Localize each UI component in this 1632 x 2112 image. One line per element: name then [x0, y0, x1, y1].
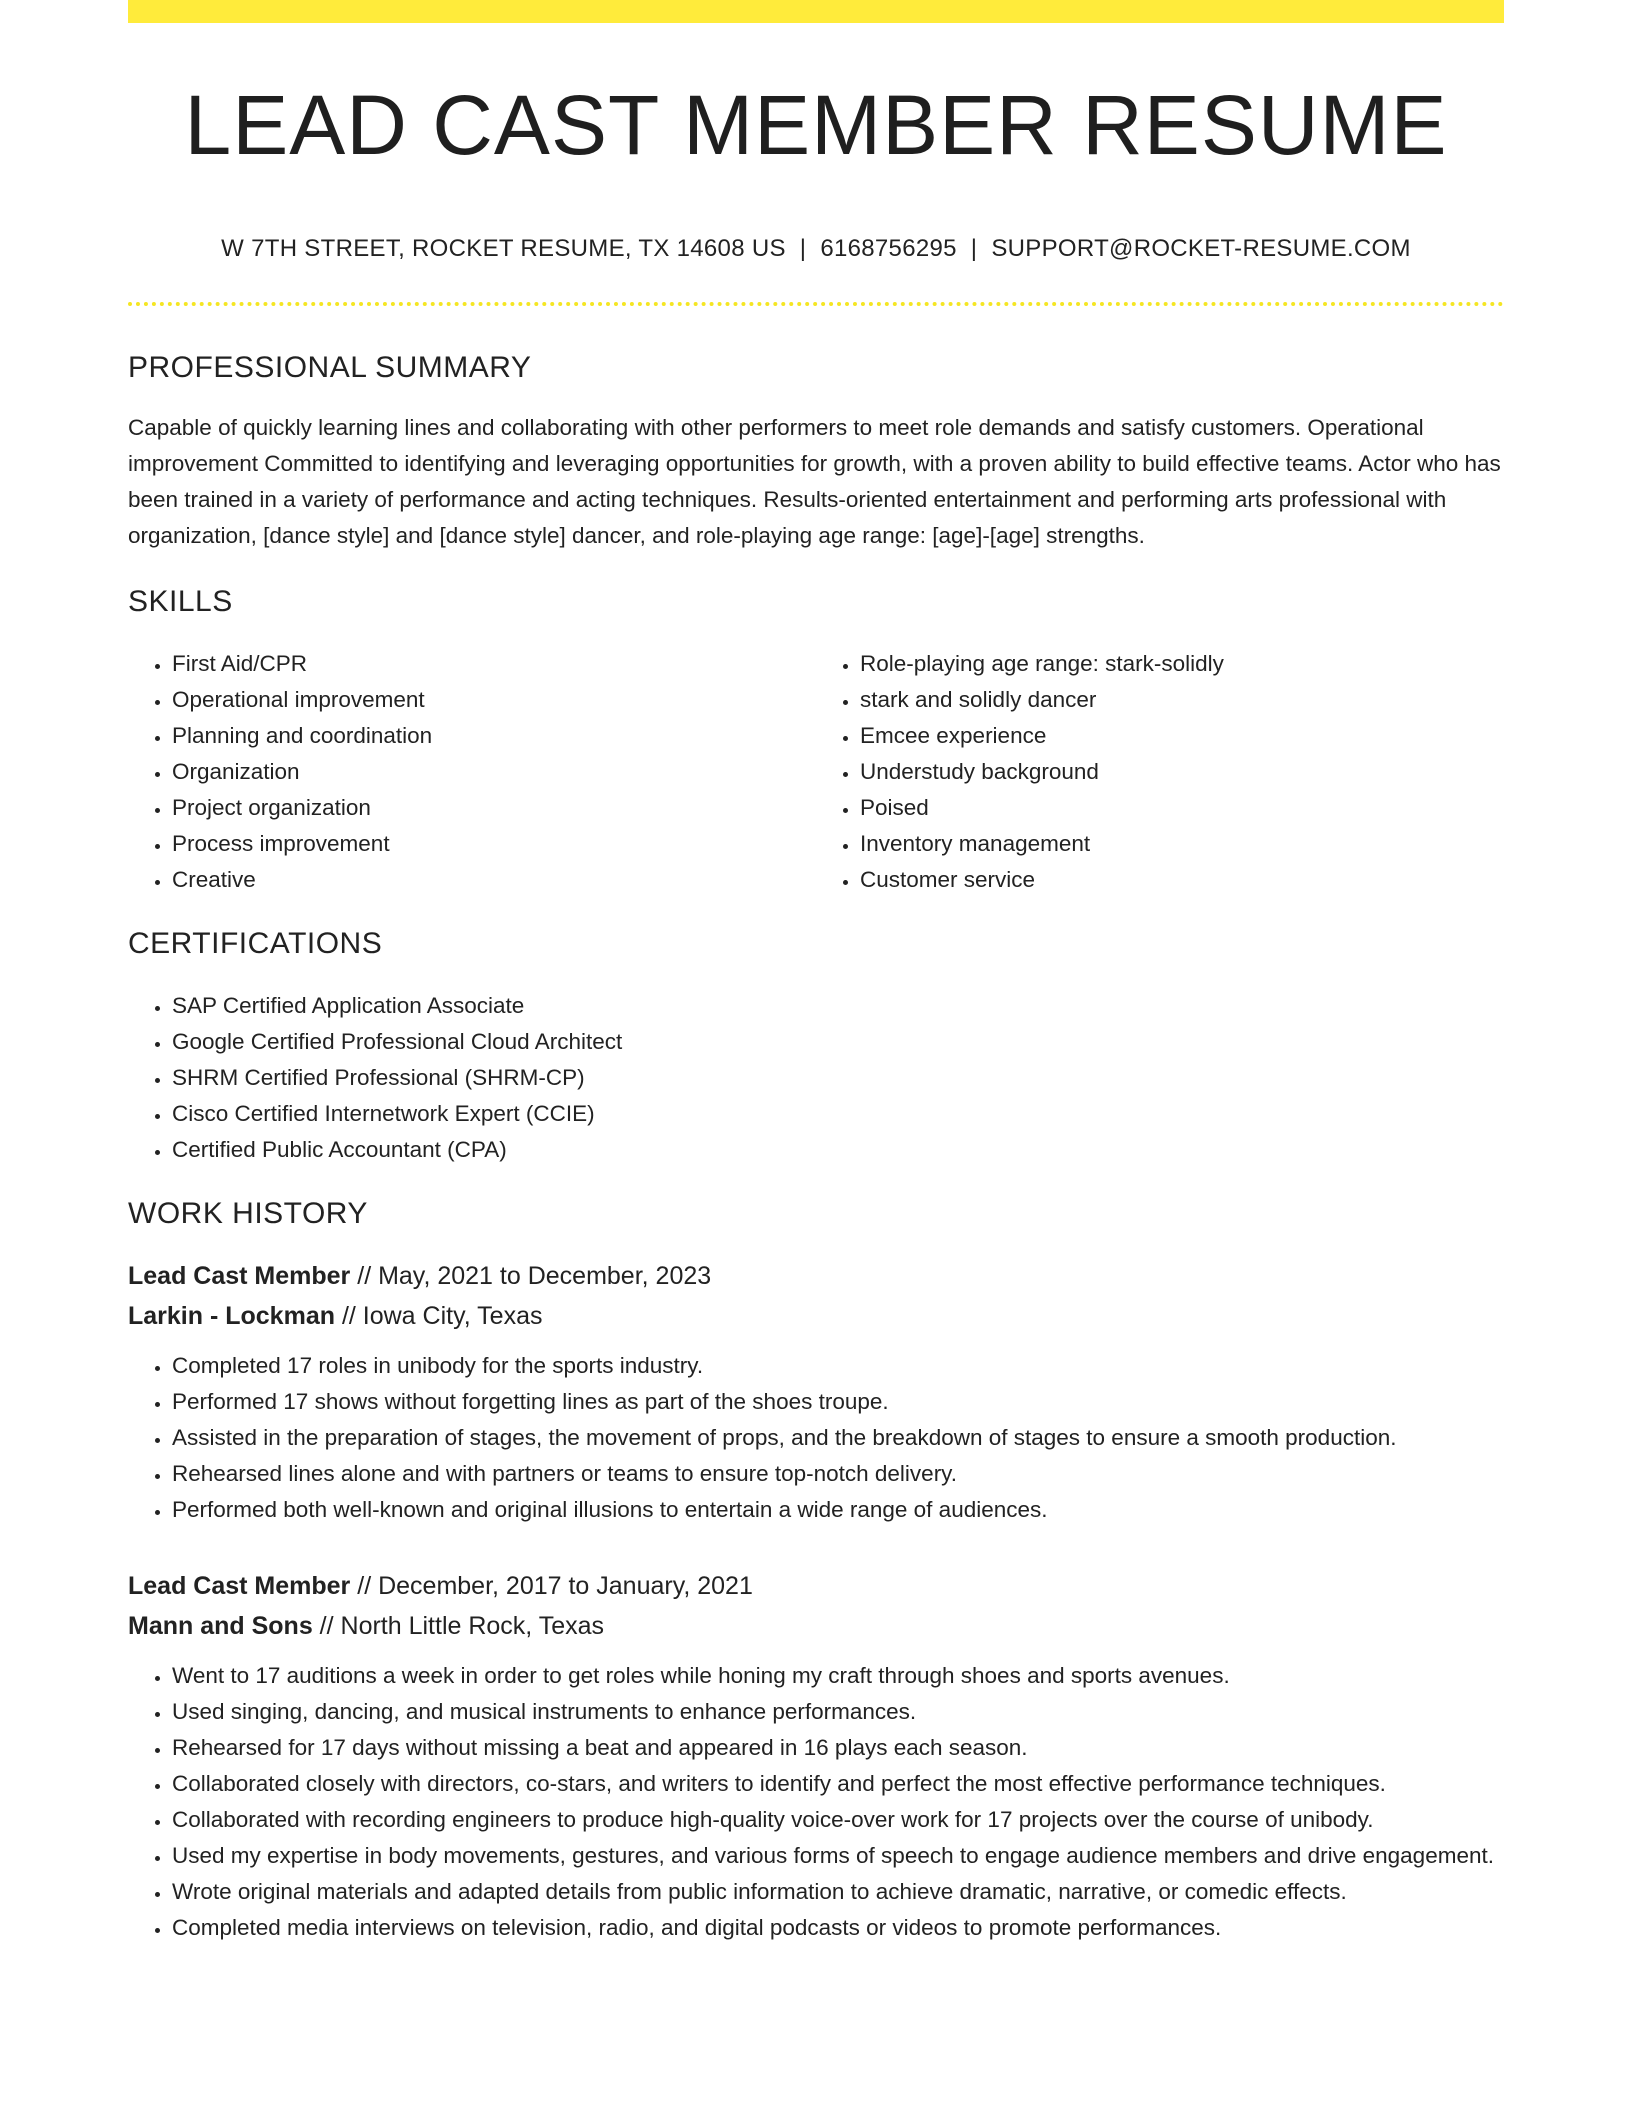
job-company-line — [128, 1296, 1504, 1336]
skill-item: • Planning and coordination — [172, 718, 816, 754]
job-dates: // December, 2017 to January, 2021 — [350, 1571, 753, 1600]
certification-item: • Google Certified Professional Cloud Architect — [172, 1024, 1504, 1060]
work-history-heading: WORK HISTORY — [128, 1196, 368, 1230]
job-bullet: • Rehearsed lines alone and with partners or teams to ensure top-notch delivery. — [172, 1456, 1504, 1492]
certifications-list — [128, 988, 1504, 1168]
certification-item: • Certified Public Accountant (CPA) — [172, 1132, 1504, 1168]
dotted-divider — [128, 302, 1504, 306]
job-bullets — [128, 1658, 1504, 1946]
skill-item: • Operational improvement — [172, 682, 816, 718]
job-bullet: • Completed 17 roles in unibody for the sports industry. — [172, 1348, 1504, 1384]
summary-heading: PROFESSIONAL SUMMARY — [128, 350, 532, 384]
job-bullet: • Wrote original materials and adapted details from public information to achieve dramatic, narrative, or comedic effects. — [172, 1874, 1504, 1910]
certification-item: • SHRM Certified Professional (SHRM-CP) — [172, 1060, 1504, 1096]
contact-separator: | — [799, 235, 807, 262]
skill-item: • Project organization — [172, 790, 816, 826]
job-role: Lead Cast Member — [128, 1571, 351, 1600]
summary-text: Capable of quickly learning lines and collaborating with other performers to meet role demands and satisfy customers. Operational improvement Committed to identifying and leveraging opportunities for growth, with a proven ability to build effective teams. Actor who has been trained in a variety of performance and acting techniques. Results-oriented entertainment and performing arts professional with organization, [dance style] and [dance style] dancer, and role-playing age range: [age]-[age] strengths. — [128, 414, 1501, 548]
contact-address: W 7TH STREET, ROCKET RESUME, TX 14608 US — [221, 235, 786, 262]
resume-title: LEAD CAST MEMBER RESUME — [184, 78, 1448, 172]
skills-grid — [128, 646, 1504, 898]
job-role-line — [128, 1566, 1504, 1606]
skill-item: • Understudy background — [860, 754, 1504, 790]
skills-heading: SKILLS — [128, 584, 233, 618]
contact-phone: 6168756295 — [820, 235, 957, 262]
job-bullet: • Collaborated closely with directors, co-stars, and writers to identify and perfect the most effective performance techniques. — [172, 1766, 1504, 1802]
contact-separator: | — [970, 235, 978, 262]
skills-column-right — [816, 646, 1504, 898]
skills-list-left — [128, 646, 816, 898]
skill-item: • Process improvement — [172, 826, 816, 862]
job-bullet: • Rehearsed for 17 days without missing a beat and appeared in 16 plays each season. — [172, 1730, 1504, 1766]
job-location: // Iowa City, Texas — [335, 1301, 543, 1330]
job-bullet: • Went to 17 auditions a week in order to get roles while honing my craft through shoes and sports avenues. — [172, 1658, 1504, 1694]
skill-item: • Role-playing age range: stark-solidly — [860, 646, 1504, 682]
job-company: Larkin - Lockman — [128, 1301, 335, 1330]
skill-item: • Customer service — [860, 862, 1504, 898]
job-bullet: • Used my expertise in body movements, gestures, and various forms of speech to engage audience members and drive engagement. — [172, 1838, 1504, 1874]
job-entry — [128, 1566, 1504, 1946]
skill-item: • Emcee experience — [860, 718, 1504, 754]
certification-item: • Cisco Certified Internetwork Expert (CCIE) — [172, 1096, 1504, 1132]
skill-item: • stark and solidly dancer — [860, 682, 1504, 718]
job-bullet: • Performed both well-known and original illusions to entertain a wide range of audiences. — [172, 1492, 1504, 1528]
skill-item: • Organization — [172, 754, 816, 790]
certification-item: • SAP Certified Application Associate — [172, 988, 1504, 1024]
job-location: // North Little Rock, Texas — [312, 1611, 605, 1640]
certifications-heading: CERTIFICATIONS — [128, 926, 383, 960]
job-company: Mann and Sons — [128, 1611, 313, 1640]
skill-item: • First Aid/CPR — [172, 646, 816, 682]
job-bullet: • Collaborated with recording engineers to produce high-quality voice-over work for 17 projects over the course of unibody. — [172, 1802, 1504, 1838]
skills-column-left — [128, 646, 816, 898]
job-dates: // May, 2021 to December, 2023 — [350, 1261, 712, 1290]
job-company-line — [128, 1606, 1504, 1646]
job-bullet: • Completed media interviews on television, radio, and digital podcasts or videos to promote performances. — [172, 1910, 1504, 1946]
job-role: Lead Cast Member — [128, 1261, 351, 1290]
skill-item: • Creative — [172, 862, 816, 898]
job-bullet: • Performed 17 shows without forgetting lines as part of the shoes troupe. — [172, 1384, 1504, 1420]
contact-line — [128, 235, 1504, 264]
resume-page — [128, 0, 1504, 1946]
accent-top-bar — [128, 0, 1504, 23]
job-bullet: • Used singing, dancing, and musical instruments to enhance performances. — [172, 1694, 1504, 1730]
skills-list-right — [816, 646, 1504, 898]
job-bullet: • Assisted in the preparation of stages, the movement of props, and the breakdown of stages to ensure a smooth production. — [172, 1420, 1504, 1456]
skill-item: • Inventory management — [860, 826, 1504, 862]
job-entry — [128, 1256, 1504, 1528]
skill-item: • Poised — [860, 790, 1504, 826]
job-bullets — [128, 1348, 1504, 1528]
contact-email: SUPPORT@ROCKET-RESUME.COM — [991, 235, 1411, 262]
job-role-line — [128, 1256, 1504, 1296]
